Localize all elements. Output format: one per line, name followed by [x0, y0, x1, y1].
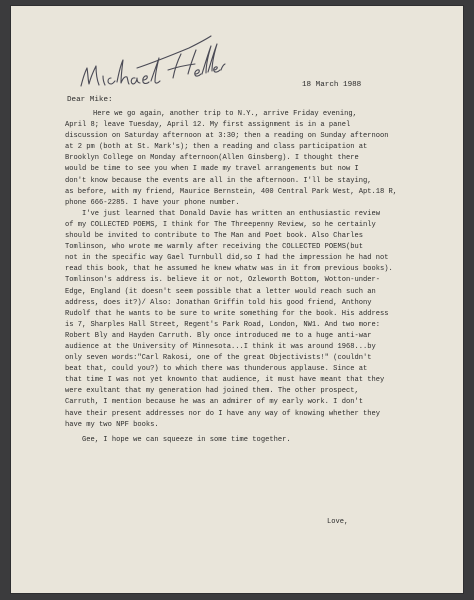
letter-closing: Love, [327, 518, 349, 526]
body-line: should be invited to contribute to The Man and Poet book. Also Charles [65, 232, 363, 241]
body-line: beat that, could you?) to which there was thunderous applause. Since at [65, 365, 368, 374]
body-line: of my COLLECTED POEMS, I think for The Threepenny Review, so he certainly [65, 220, 376, 229]
body-line: would be time to see you when I made my travel arrangements but now I [65, 165, 359, 174]
body-line: have my two NPF books. [65, 420, 159, 429]
body-line: Carruth, I mention because he was an admirer of my early work. I don't [65, 398, 363, 407]
body-line: have their present addresses nor do I have any way of knowing whether they [65, 409, 381, 418]
body-line: that time I was not yet knownto that audience, it must have meant that they [65, 376, 385, 385]
letter-body [65, 109, 398, 446]
body-line: don't know because the events are all in the afternoon. I'll be staying, [65, 176, 372, 185]
body-line: phone 666-2285. I have your phone number. [65, 198, 240, 207]
body-line: address, does it?)/ Also: Jonathan Griffin told his good friend, Anthony [65, 298, 372, 307]
body-line: Tomlinson's address is. believe it or not, Ozleworth Bottom, Wotton-under- [65, 276, 381, 285]
body-line: as before, with my friend, Maurice Bernstein, 400 Central Park West, Apt.18 R, [65, 187, 398, 196]
handwritten-signature [77, 28, 227, 94]
letter-salutation: Dear Mike: [67, 96, 113, 104]
body-line: Tomlinson, who wrote me warmly after receiving the COLLECTED POEMS(but [65, 243, 363, 252]
signature-drawing [77, 28, 227, 94]
body-line: Here we go again, another trip to N.Y., arrive Friday evening, [93, 110, 357, 118]
body-line: audience at the University of Minnesota...I think it was around 1968...by [65, 342, 376, 351]
body-line: only seven words:"Carl Rakosi, one of the great Objectivists!" (couldn't [65, 354, 372, 363]
body-line: Gee, I hope we can squeeze in some time together. [65, 435, 291, 444]
body-line: I've just learned that Donald Davie has written an enthusiastic review [65, 209, 381, 218]
body-line: is 7, Sharples Hall Street, Regent's Park Road, London, NW1. And two more: [65, 320, 381, 329]
body-line: were exultant that my generation had joined them. The other prospect, [65, 387, 359, 396]
body-line: Edge, England (it doesn't seem possible that a letter would reach such an [65, 287, 376, 296]
body-line: discussion on Saturday afternoon at 3:30; then a reading on Sunday afternoon [65, 132, 389, 141]
body-line: at 2 pm (both at St. Mark's); then a reading and class participation at [65, 143, 368, 152]
body-line: not in the specific way Gael Turnbull did,so I had the impression he had not [65, 254, 389, 263]
body-line: April 8; leave Tuesday, April 12. My first assignment is in a panel [65, 121, 351, 130]
letter-date: 18 March 1988 [302, 81, 362, 89]
body-line: read this book, that he assumed he knew whatw was in it from previous books). [65, 265, 393, 274]
letter-page [11, 6, 463, 593]
body-line: Brooklyn College on Monday afternoon(Allen Ginsberg). I thought there [65, 154, 359, 163]
body-line: Rudolf that he wants to be sure to write something for the book. His address [65, 309, 389, 318]
body-line: Robert Bly and Hayden Carruth. Bly once introduced me to a huge anti-war [65, 331, 372, 340]
